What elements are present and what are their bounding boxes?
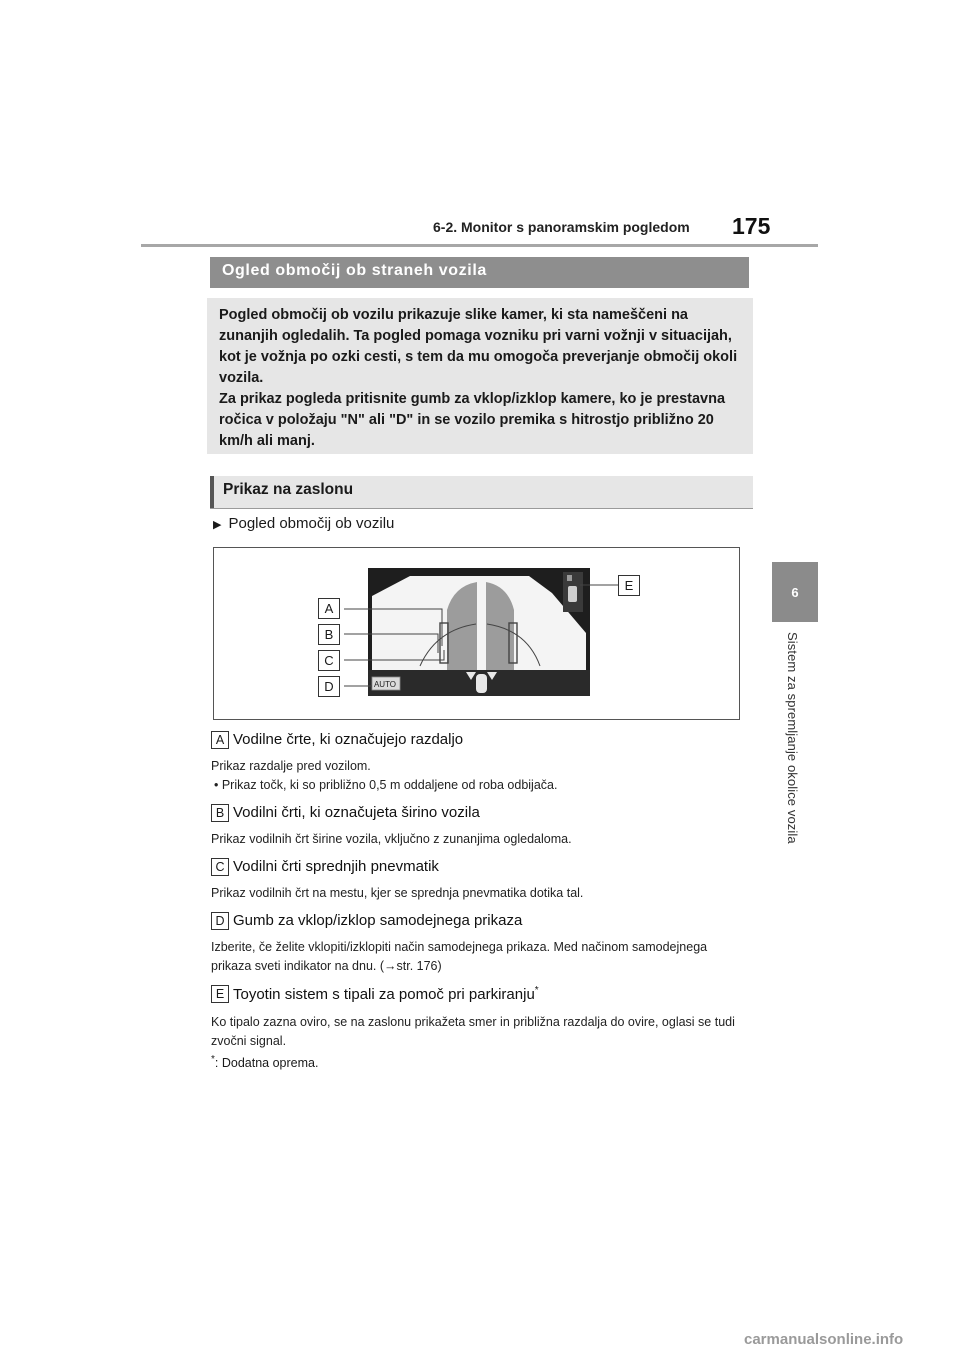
callout-e: E xyxy=(618,575,640,596)
section-title: 6-2. Monitor s panoramskim pogledom xyxy=(433,219,690,235)
item-title-e-sup: * xyxy=(534,985,539,996)
chapter-tab xyxy=(772,562,818,622)
sensor-vehicle-icon xyxy=(568,586,577,602)
item-letter-b: B xyxy=(211,804,229,822)
item-letter-d: D xyxy=(211,912,229,930)
intro-paragraph-1: Pogled območij ob vozilu prikazuje slike kamer, ki sta nameščeni na zunanjih ogledalih. Ta pogled pomaga vozniku pri varni vožnji v situacijah, kot je vožnja po ozki cesti, s tem da mu omogoča preverjanje območij okoli vozila. xyxy=(219,307,738,386)
bullet-item xyxy=(213,515,394,532)
item-desc-b: Prikaz vodilnih črt širine vozila, vključno z zunanjima ogledaloma. xyxy=(211,832,572,846)
section-heading-divider xyxy=(210,508,753,509)
topic-banner xyxy=(210,257,749,288)
item-desc-a-1: Prikaz razdalje pred vozilom. xyxy=(211,759,371,773)
section-heading-bar xyxy=(210,476,214,508)
watermark: carmanualsonline.info xyxy=(744,1331,904,1348)
item-letter-c: C xyxy=(211,858,229,876)
footnote xyxy=(211,1054,318,1070)
camera-view-illustration xyxy=(214,548,739,719)
triangle-bullet-icon: ▶ xyxy=(213,519,222,531)
item-letter-a: A xyxy=(211,731,229,749)
item-title-e xyxy=(233,985,539,1003)
item-title-d: Gumb za vklop/izklop samodejnega prikaza xyxy=(233,912,523,929)
bullet-text: Pogled območij ob vozilu xyxy=(228,515,395,532)
item-title-c: Vodilni črti sprednjih pnevmatik xyxy=(233,858,439,875)
vehicle-icon xyxy=(476,674,487,693)
sensor-segment-icon xyxy=(567,575,572,581)
screen-figure xyxy=(213,547,740,720)
section-heading xyxy=(210,476,753,508)
item-title-e-text: Toyotin sistem s tipali za pomoč pri parkiranju xyxy=(233,986,535,1003)
item-letter-e: E xyxy=(211,985,229,1003)
item-desc-c: Prikaz vodilnih črt na mestu, kjer se sprednja pnevmatika dotika tal. xyxy=(211,886,584,900)
item-desc-d: Izberite, če želite vklopiti/izklopiti način samodejnega prikaza. Med načinom samodejnega prikaza sveti indikator na dnu. (→str. 176) xyxy=(211,940,708,973)
callout-b: B xyxy=(318,624,340,645)
item-desc-a-2: • Prikaz točk, ki so približno 0,5 m oddaljene od roba odbijača. xyxy=(214,778,558,792)
item-title-b: Vodilni črti, ki označujeta širino vozila xyxy=(233,804,480,821)
callout-d: D xyxy=(318,676,340,697)
footnote-text: : Dodatna oprema. xyxy=(214,1056,319,1071)
header-divider xyxy=(141,244,818,247)
callout-a: A xyxy=(318,598,340,619)
section-heading-text: Prikaz na zaslonu xyxy=(223,481,354,498)
callout-c: C xyxy=(318,650,340,671)
auto-button-label: AUTO xyxy=(373,680,397,689)
item-title-a: Vodilne črte, ki označujejo razdaljo xyxy=(233,731,464,748)
chapter-number: 6 xyxy=(791,584,799,600)
page-number: 175 xyxy=(732,213,771,239)
intro-box xyxy=(207,298,753,454)
chapter-title: Sistem za spremljanje okolice vozila xyxy=(785,632,800,844)
footnote-marker: * xyxy=(211,1054,215,1065)
banner-title: Ogled območij ob straneh vozila xyxy=(222,262,487,279)
item-desc-e: Ko tipalo zazna oviro, se na zaslonu prikažeta smer in približna razdalja do ovire, oglasi se tudi zvočni signal. xyxy=(211,1015,735,1048)
intro-paragraph-2: Za prikaz pogleda pritisnite gumb za vklop/izklop kamere, ko je prestavna ročica v položaju "N" ali "D" in se vozilo premika s hitrostjo približno 20 km/h ali manj. xyxy=(219,391,726,449)
